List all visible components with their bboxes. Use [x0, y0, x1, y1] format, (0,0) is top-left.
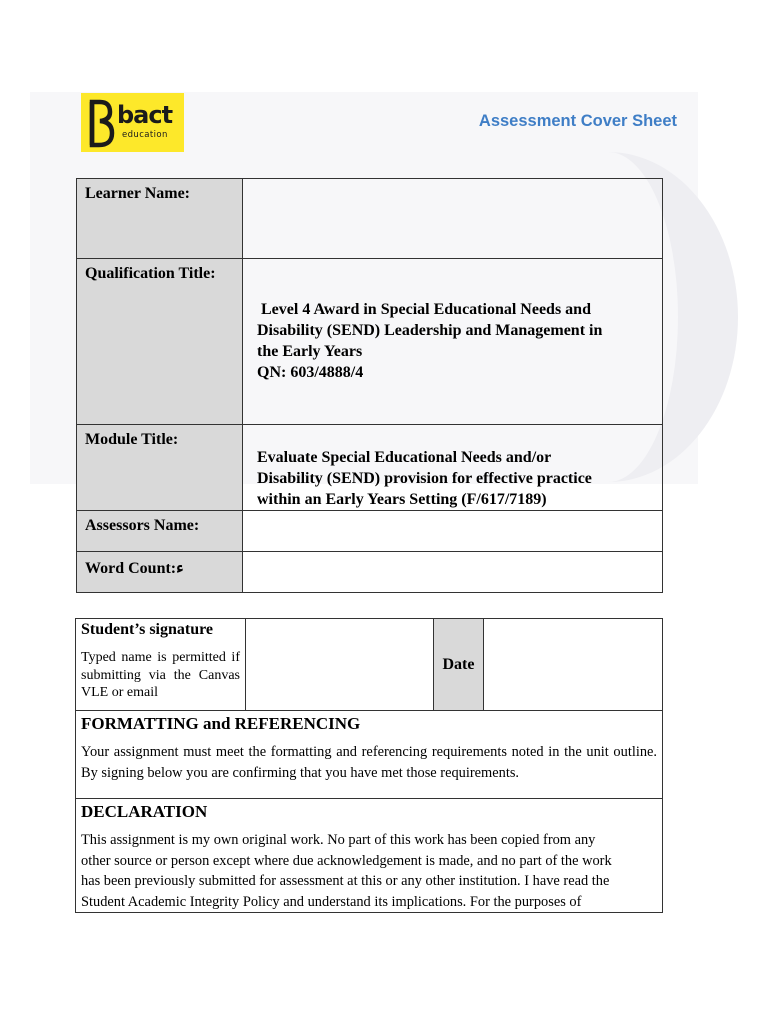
word-count-field[interactable] [243, 552, 663, 593]
module-title-value [243, 425, 663, 511]
qualification-line: Level 4 Award in Special Educational Needs and [257, 301, 591, 318]
logo-mark-icon [86, 98, 116, 148]
declaration-line: This assignment is my own original work. No part of this work has been copied from any [81, 832, 596, 848]
declaration-line: other source or person except where due acknowledgement is made, and no part of the work [81, 852, 612, 869]
module-row [77, 425, 663, 511]
word-count-mark: ﺀ [176, 560, 184, 577]
qualification-row [77, 259, 663, 425]
signature-note: Typed name is permitted if submitting via the Canvas VLE or email [81, 650, 240, 700]
module-title-label: Module Title: [77, 425, 243, 511]
word-count-label [77, 552, 243, 593]
signature-row [76, 619, 663, 711]
learner-name-field[interactable] [243, 179, 663, 259]
declaration-heading: DECLARATION [81, 802, 208, 821]
formatting-cell [76, 711, 663, 799]
student-signature-label: Student’s signature [81, 621, 214, 638]
declaration-body [76, 822, 662, 912]
declaration-line: has been previously submitted for assessment at this or any other institution. I have read the [81, 873, 610, 889]
formatting-row [76, 711, 663, 799]
assessors-name-label: Assessors Name: [77, 511, 243, 552]
signature-declaration-table [75, 618, 663, 913]
qualification-title-label: Qualification Title: [77, 259, 243, 425]
declaration-cell [76, 799, 663, 913]
module-line: within an Early Years Setting (F/617/7189) [257, 491, 547, 508]
qualification-line: the Early Years [257, 343, 363, 360]
formatting-heading: FORMATTING and REFERENCING [81, 714, 361, 733]
learner-row [77, 179, 663, 259]
learner-info-table [76, 178, 663, 593]
date-field[interactable] [484, 619, 663, 711]
signature-label-cell [76, 619, 246, 711]
logo-brand: bact [117, 101, 173, 129]
assessor-row [77, 511, 663, 552]
module-line: Disability (SEND) provision for effective practice [257, 470, 592, 487]
bact-logo [81, 93, 184, 152]
declaration-row [76, 799, 663, 913]
date-label: Date [434, 619, 484, 711]
declaration-line: Student Academic Integrity Policy and understand its implications. For the purposes of [81, 893, 582, 910]
wordcount-row [77, 552, 663, 593]
formatting-body: Your assignment must meet the formatting and referencing requirements noted in the unit outline. By signing below you are confirming that you have met those requirements. [81, 744, 657, 781]
qualification-code: QN: 603/4888/4 [257, 364, 364, 381]
word-count-label-text: Word Count: [85, 560, 177, 577]
page-title: Assessment Cover Sheet [478, 112, 677, 130]
logo-subtitle: education [122, 130, 168, 140]
signature-field[interactable] [246, 619, 434, 711]
learner-name-label: Learner Name: [77, 179, 243, 259]
module-line: Evaluate Special Educational Needs and/or [257, 449, 552, 466]
assessors-name-field[interactable] [243, 511, 663, 552]
qualification-title-value [243, 259, 663, 425]
qualification-line: Disability (SEND) Leadership and Management in [257, 322, 603, 339]
